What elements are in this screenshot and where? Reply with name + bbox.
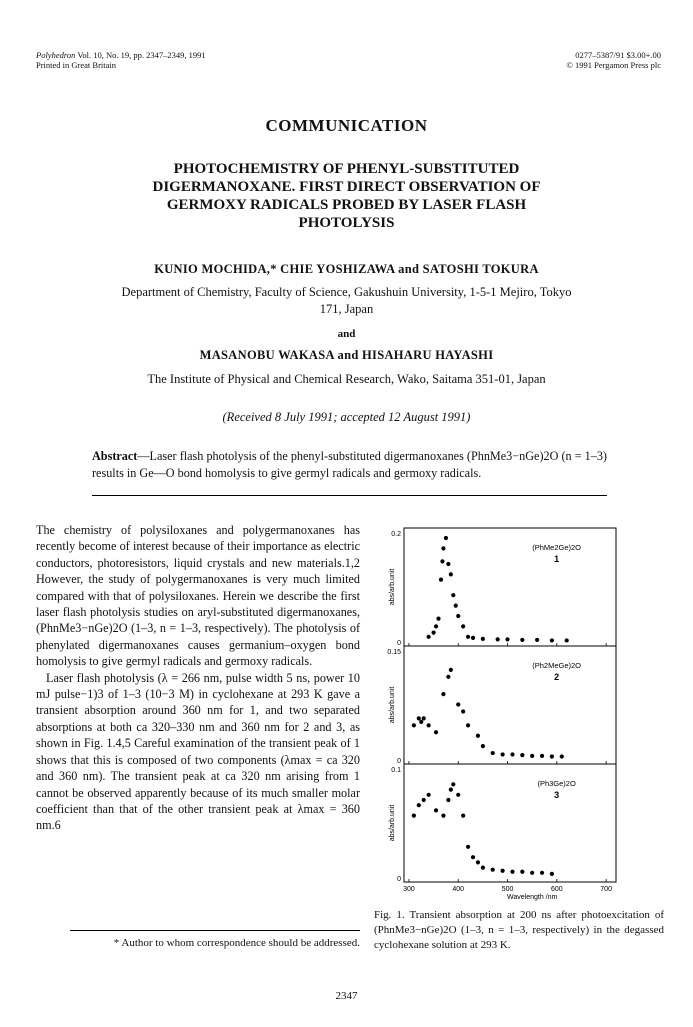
y-tick-label: 0	[397, 640, 401, 647]
data-point	[456, 702, 460, 706]
paragraph: Laser flash photolysis (λ = 266 nm, pulse width 5 ns, power 10 mJ pulse−1)3 of 1–3 (10−3 M) in cyclohexane at 293 K gave a transient absorption around 360 nm for 1, and two separated absorptions at both ca 320–330 nm and 360 nm for 2 and 3, as shown in Fig. 1.4,5 Careful examination of the transient peak of 1 shows that this is composed of two components (λmax = ca 320 and 360 nm). The transient peak at ca 320 nm arising from 1 cannot be observed apparently because of its much smaller molar coefficient than that of the other transient peak at λmax = 360 nm.6	[36, 670, 360, 833]
data-point	[446, 798, 450, 802]
y-axis-label: abs/arb.unit	[389, 804, 396, 842]
data-point	[449, 788, 453, 792]
x-tick-label: 400	[452, 886, 465, 893]
title-line: PHOTOCHEMISTRY OF PHENYL-SUBSTITUTED	[173, 161, 520, 177]
body-text	[36, 522, 360, 834]
x-tick-label: 700	[600, 886, 612, 893]
data-point	[540, 754, 544, 758]
data-point	[550, 872, 554, 876]
data-point	[434, 624, 438, 628]
abstract	[92, 448, 607, 482]
data-point	[427, 723, 431, 727]
x-tick-label: 500	[501, 886, 514, 893]
panel-frame	[404, 764, 616, 882]
page-number: 2347	[335, 990, 358, 1002]
panel-frame	[404, 646, 616, 764]
data-point	[481, 866, 485, 870]
data-point	[565, 638, 569, 642]
series-name: (PhMe2Ge)2O	[532, 543, 582, 552]
data-point	[446, 675, 450, 679]
data-point	[476, 734, 480, 738]
y-tick-label: 0.15	[387, 649, 401, 656]
data-point	[456, 614, 460, 618]
authors-group-2: MASANOBU WAKASA and HISAHARU HAYASHI	[199, 348, 494, 362]
data-point	[466, 723, 470, 727]
data-point	[535, 638, 539, 642]
series-name: (Ph2MeGe)2O	[532, 661, 582, 670]
y-tick-label: 0.2	[391, 531, 401, 538]
data-point	[441, 546, 445, 550]
data-point	[461, 624, 465, 628]
data-point	[461, 814, 465, 818]
abstract-text: —Laser flash photolysis of the phenyl-substituted digermanoxanes (PhnMe3−nGe)2O (n = 1–3) results in Ge—O bond homolysis to give germyl radicals and germoxy radicals.	[92, 449, 607, 480]
data-point	[434, 730, 438, 734]
data-point	[444, 536, 448, 540]
data-point	[550, 638, 554, 642]
issn-price: 0277–5387/91 $3.00+.00	[575, 50, 661, 60]
data-point	[440, 559, 444, 563]
data-point	[481, 744, 485, 748]
data-point	[491, 868, 495, 872]
y-tick-label: 0	[397, 758, 401, 765]
footnote: * Author to whom correspondence should be addressed.	[113, 937, 360, 949]
data-point	[441, 814, 445, 818]
data-point	[560, 754, 564, 758]
data-point	[466, 635, 470, 639]
journal-header-right	[566, 50, 661, 70]
data-point	[481, 637, 485, 641]
series-name: (Ph3Ge)2O	[537, 779, 576, 788]
figure-caption: Fig. 1. Transient absorption at 200 ns after photoexcitation of (PhnMe3−nGe)2O (1–3, n = 1–3, respectively) in the degassed cyclohexane solution at 293 K.	[374, 909, 664, 951]
copyright: © 1991 Pergamon Press plc	[566, 60, 661, 70]
data-point	[510, 752, 514, 756]
y-axis-label: abs/arb.unit	[389, 568, 396, 606]
and-separator: and	[337, 328, 356, 340]
data-point	[422, 798, 426, 802]
abstract-label: Abstract	[92, 449, 138, 463]
x-axis-label: Wavelength /nm	[507, 894, 558, 901]
data-point	[491, 751, 495, 755]
series-label: 3	[554, 790, 560, 800]
title-line: GERMOXY RADICALS PROBED BY LASER FLASH	[166, 197, 527, 213]
data-point	[496, 637, 500, 641]
x-tick-label: 600	[550, 886, 563, 893]
data-point	[466, 845, 470, 849]
data-point	[412, 723, 416, 727]
data-point	[434, 808, 438, 812]
data-point	[431, 631, 435, 635]
article-title	[0, 160, 693, 232]
data-point	[501, 869, 505, 873]
paragraph: The chemistry of polysiloxanes and polygermanoxanes has recently become of interest because of their importance as electric conductors, photoresistors, liquid crystals and new materials.1,2 However, the study of polygermanoxanes is very much limited compared with that of polysiloxanes. Herein we describe the first laser flash photolysis studies on aryl-substituted digermanoxanes, (PhnMe3−nGe)2O (1–3, n = 1–3, respectively). The photolysis of phenylated digermanoxanes causes germanium–oxygen bond homolysis to give germyl radicals and germoxy radicals.	[36, 523, 360, 669]
y-tick-label: 0	[397, 876, 401, 883]
data-point	[510, 870, 514, 874]
data-point	[471, 855, 475, 859]
footnote-divider	[70, 930, 360, 931]
data-point	[520, 753, 524, 757]
data-point	[441, 692, 445, 696]
data-point	[456, 793, 460, 797]
abstract-divider	[92, 495, 607, 496]
journal-ref: Vol. 10, No. 19, pp. 2347–2349, 1991	[75, 50, 206, 60]
data-point	[520, 638, 524, 642]
data-point	[439, 578, 443, 582]
x-tick-label: 300	[403, 886, 415, 893]
data-point	[476, 860, 480, 864]
printed-in: Printed in Great Britain	[36, 60, 117, 70]
data-point	[449, 572, 453, 576]
data-point	[471, 636, 475, 640]
data-point	[446, 562, 450, 566]
data-point	[422, 716, 426, 720]
data-point	[451, 593, 455, 597]
affiliation-1: Department of Chemistry, Faculty of Science, Gakushuin University, 1-5-1 Mejiro, Tokyo 171, Japan	[121, 285, 572, 316]
title-line: PHOTOLYSIS	[298, 215, 395, 231]
data-point	[550, 754, 554, 758]
journal-header	[36, 50, 206, 70]
journal-name: Polyhedron	[36, 50, 76, 60]
data-point	[454, 604, 458, 608]
authors-group-1: KUNIO MOCHIDA,* CHIE YOSHIZAWA and SATOSHI TOKURA	[154, 262, 539, 276]
data-point	[412, 814, 416, 818]
series-label: 2	[554, 672, 560, 682]
data-point	[520, 870, 524, 874]
data-point	[449, 668, 453, 672]
received-dates: (Received 8 July 1991; accepted 12 August 1991)	[222, 410, 471, 424]
data-point	[427, 635, 431, 639]
data-point	[461, 709, 465, 713]
affiliation-2: The Institute of Physical and Chemical Research, Wako, Saitama 351-01, Japan	[147, 372, 546, 386]
data-point	[419, 720, 423, 724]
data-point	[451, 782, 455, 786]
data-point	[530, 871, 534, 875]
data-point	[505, 637, 509, 641]
data-point	[540, 871, 544, 875]
y-axis-label: abs/arb.unit	[389, 686, 396, 724]
data-point	[417, 716, 421, 720]
data-point	[436, 617, 440, 621]
data-point	[427, 793, 431, 797]
y-tick-label: 0.1	[391, 767, 401, 774]
figure-1-chart	[380, 526, 626, 906]
series-label: 1	[554, 554, 560, 564]
section-label: COMMUNICATION	[265, 116, 428, 135]
data-point	[501, 752, 505, 756]
data-point	[530, 754, 534, 758]
title-line: DIGERMANOXANE. FIRST DIRECT OBSERVATION OF	[152, 179, 541, 195]
data-point	[417, 803, 421, 807]
